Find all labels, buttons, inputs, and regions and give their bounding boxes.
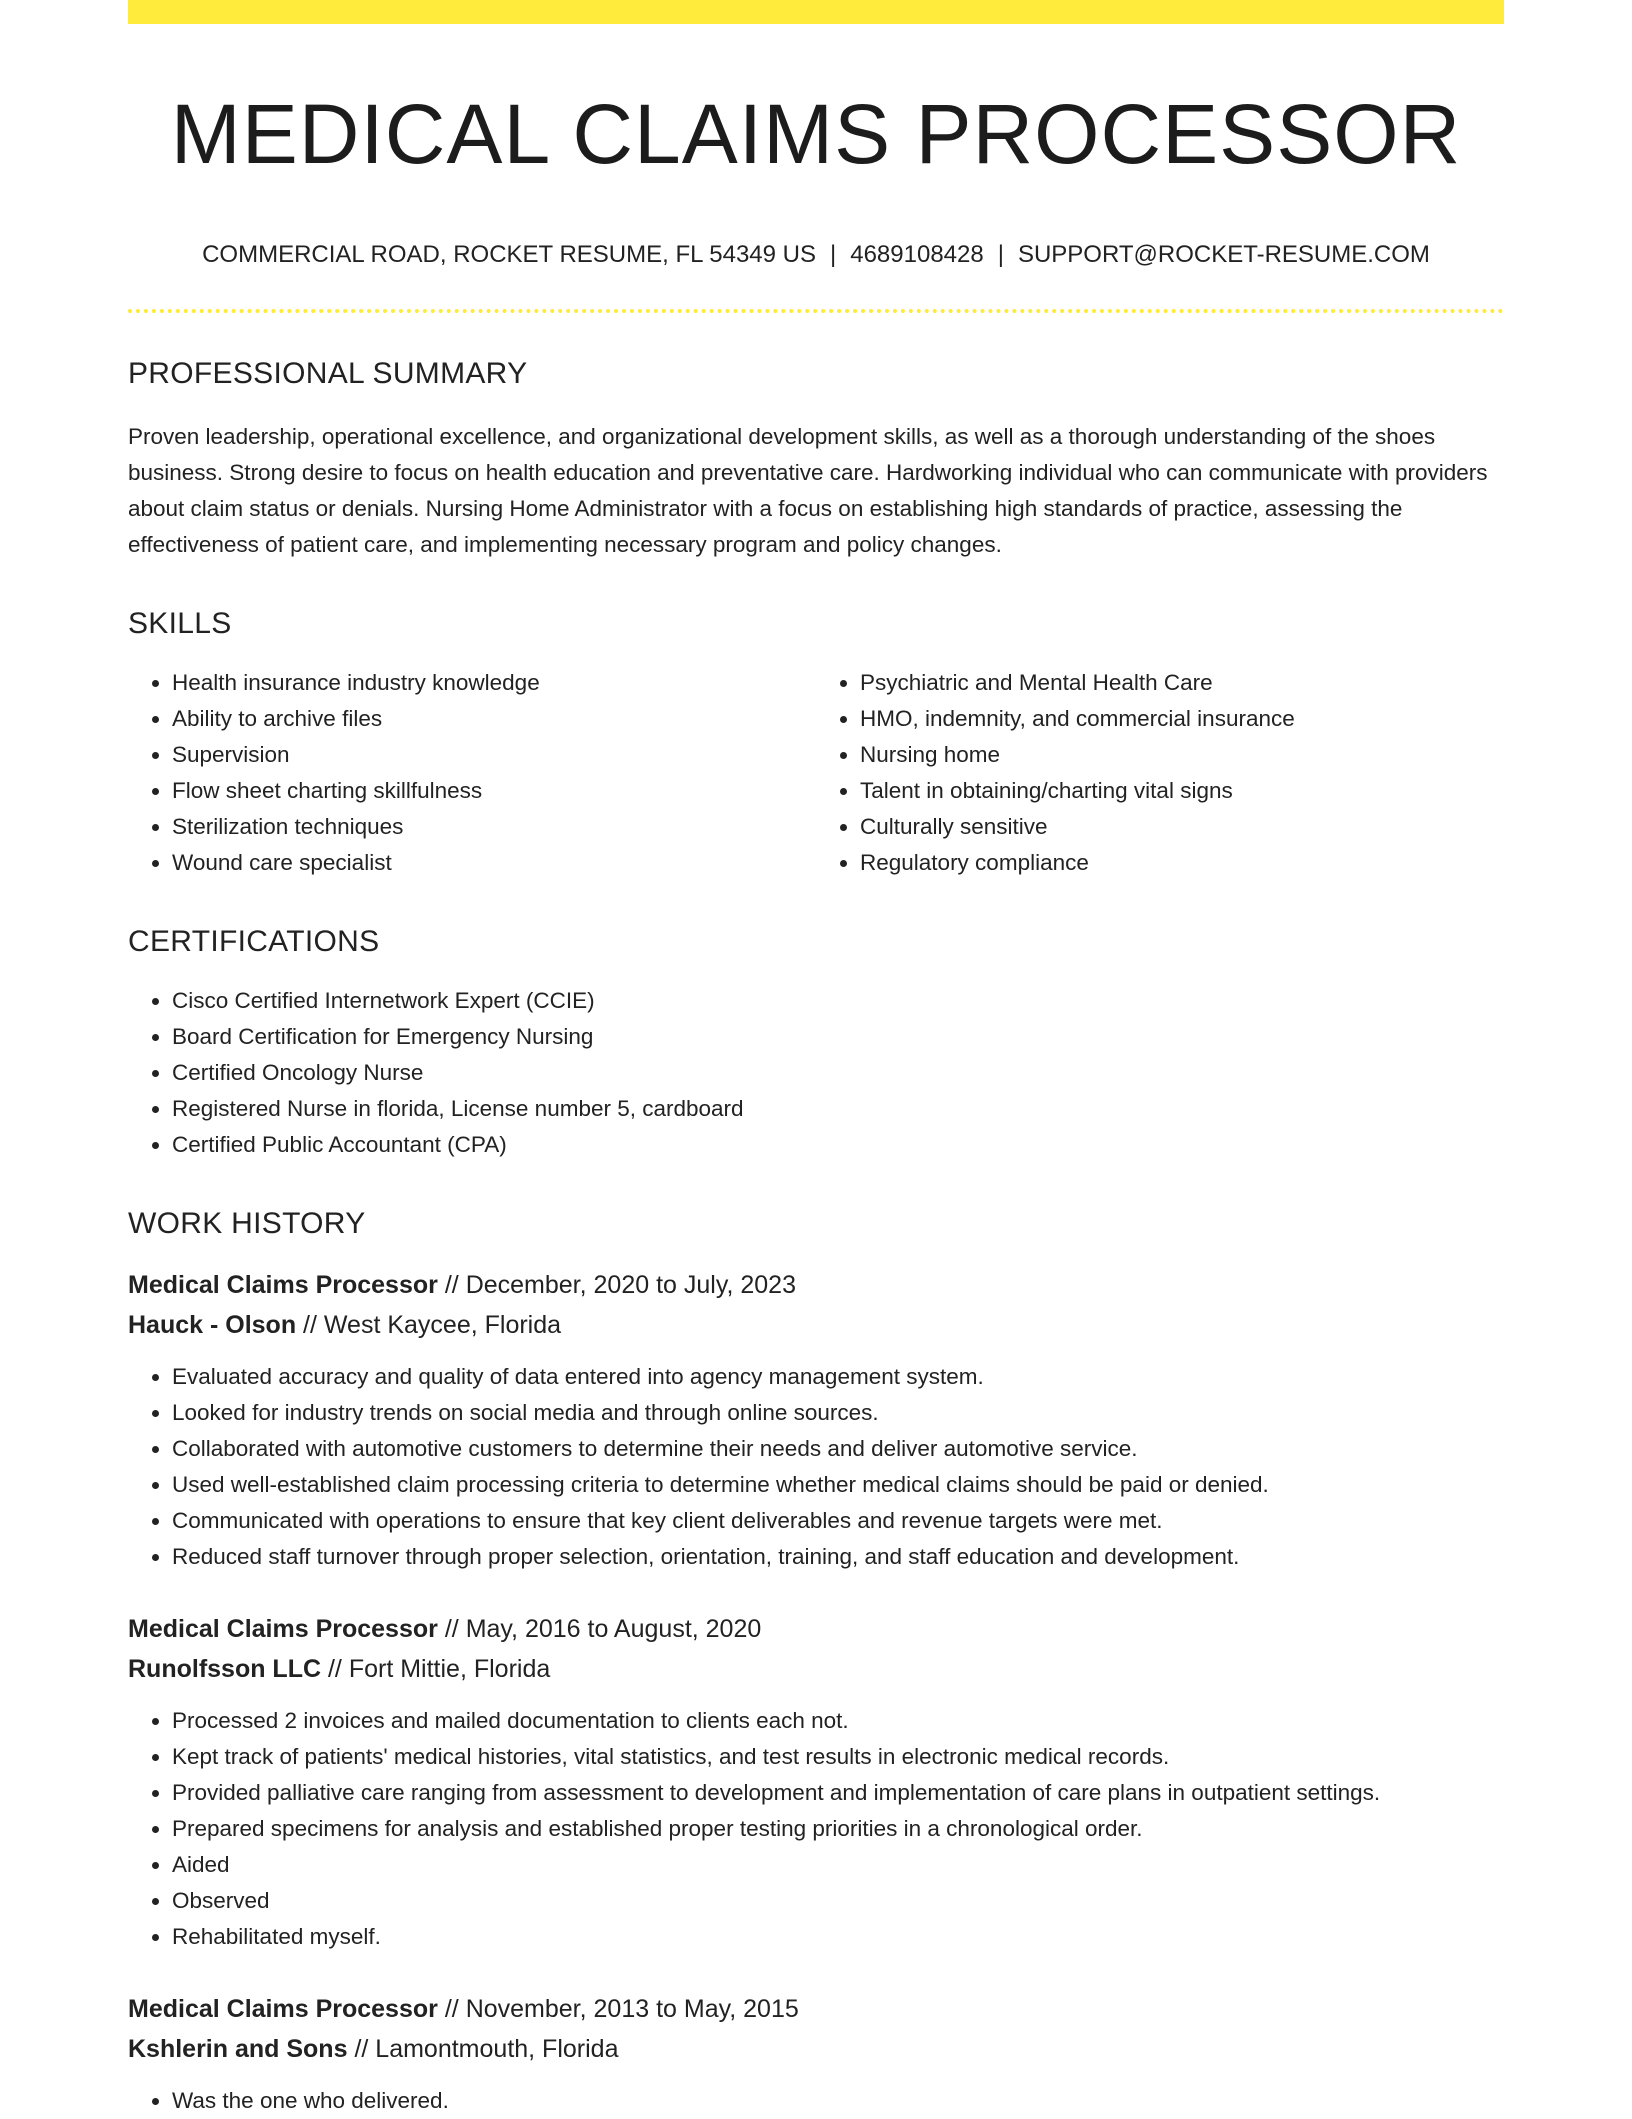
job-bullet: • Provided palliative care ranging from assessment to development and implementation of care plans in outpatient settings. bbox=[172, 1775, 1504, 1811]
delimiter: // bbox=[444, 1994, 459, 2023]
certification-item: • Registered Nurse in florida, License number 5, cardboard bbox=[172, 1091, 1504, 1127]
job-location: Fort Mittie, Florida bbox=[348, 1654, 551, 1683]
skill-item: • Sterilization techniques bbox=[172, 809, 816, 845]
section-heading-skills: SKILLS bbox=[128, 606, 232, 640]
job-dates: December, 2020 to July, 2023 bbox=[465, 1270, 796, 1299]
skills-list-right bbox=[816, 665, 1504, 881]
job-bullets bbox=[128, 2083, 1504, 2119]
job-title-line bbox=[128, 1609, 1504, 1649]
job-entry bbox=[128, 1265, 1504, 1575]
job-bullet: • Used well-established claim processing criteria to determine whether medical claims should be paid or denied. bbox=[172, 1467, 1504, 1503]
certifications-list bbox=[128, 983, 1504, 1163]
job-title-line bbox=[128, 1265, 1504, 1305]
job-location: Lamontmouth, Florida bbox=[375, 2034, 619, 2063]
job-title: Medical Claims Processor bbox=[128, 1270, 438, 1299]
delimiter: // bbox=[354, 2034, 369, 2063]
skill-item: • Psychiatric and Mental Health Care bbox=[860, 665, 1504, 701]
job-bullet: • Reduced staff turnover through proper selection, orientation, training, and staff education and development. bbox=[172, 1539, 1504, 1575]
job-dates: November, 2013 to May, 2015 bbox=[465, 1994, 799, 2023]
job-company: Kshlerin and Sons bbox=[128, 2034, 348, 2063]
job-title: Medical Claims Processor bbox=[128, 1614, 438, 1643]
job-dates: May, 2016 to August, 2020 bbox=[465, 1614, 762, 1643]
job-bullet: • Observed bbox=[172, 1883, 1504, 1919]
accent-top-bar bbox=[128, 0, 1504, 24]
certifications-section bbox=[128, 925, 1504, 1163]
job-bullet: • Kept track of patients' medical histories, vital statistics, and test results in electronic medical records. bbox=[172, 1739, 1504, 1775]
skill-item: • Ability to archive files bbox=[172, 701, 816, 737]
job-title: Medical Claims Processor bbox=[128, 1994, 438, 2023]
job-bullets bbox=[128, 1703, 1504, 1955]
job-title-line bbox=[128, 1989, 1504, 2029]
skills-columns bbox=[128, 665, 1504, 881]
job-bullet: • Collaborated with automotive customers to determine their needs and deliver automotive service. bbox=[172, 1431, 1504, 1467]
contact-separator: | bbox=[997, 240, 1004, 268]
skill-item: • Supervision bbox=[172, 737, 816, 773]
delimiter: // bbox=[327, 1654, 342, 1683]
contact-phone: 4689108428 bbox=[850, 240, 984, 268]
job-company-line bbox=[128, 1649, 1504, 1689]
job-bullets bbox=[128, 1359, 1504, 1575]
job-bullet: • Looked for industry trends on social media and through online sources. bbox=[172, 1395, 1504, 1431]
job-company-line bbox=[128, 1305, 1504, 1345]
skill-item: • Nursing home bbox=[860, 737, 1504, 773]
job-location: West Kaycee, Florida bbox=[323, 1310, 562, 1339]
skill-item: • Wound care specialist bbox=[172, 845, 816, 881]
job-entry bbox=[128, 1989, 1504, 2119]
resume-title: MEDICAL CLAIMS PROCESSOR bbox=[170, 87, 1462, 181]
skills-list-left bbox=[128, 665, 816, 881]
job-bullet: • Was the one who delivered. bbox=[172, 2083, 1504, 2119]
skill-item: • Culturally sensitive bbox=[860, 809, 1504, 845]
skills-section bbox=[128, 607, 1504, 881]
section-heading-work-history: WORK HISTORY bbox=[128, 1206, 366, 1240]
section-heading-certifications: CERTIFICATIONS bbox=[128, 924, 380, 958]
skill-item: • Health insurance industry knowledge bbox=[172, 665, 816, 701]
job-company: Runolfsson LLC bbox=[128, 1654, 322, 1683]
contact-address: COMMERCIAL ROAD, ROCKET RESUME, FL 54349 US bbox=[202, 240, 816, 268]
job-bullet: • Processed 2 invoices and mailed documentation to clients each not. bbox=[172, 1703, 1504, 1739]
resume-page bbox=[128, 0, 1504, 2119]
job-bullet: • Communicated with operations to ensure that key client deliverables and revenue targets were met. bbox=[172, 1503, 1504, 1539]
job-company: Hauck - Olson bbox=[128, 1310, 297, 1339]
skill-item: • Regulatory compliance bbox=[860, 845, 1504, 881]
dotted-divider bbox=[128, 309, 1504, 313]
contact-separator: | bbox=[830, 240, 837, 268]
delimiter: // bbox=[303, 1310, 317, 1339]
delimiter: // bbox=[444, 1614, 459, 1643]
delimiter: // bbox=[444, 1270, 459, 1299]
job-entry bbox=[128, 1609, 1504, 1955]
contact-email: SUPPORT@ROCKET-RESUME.COM bbox=[1017, 240, 1430, 268]
job-bullet: • Rehabilitated myself. bbox=[172, 1919, 1504, 1955]
certification-item: • Board Certification for Emergency Nursing bbox=[172, 1019, 1504, 1055]
skill-item: • Flow sheet charting skillfulness bbox=[172, 773, 816, 809]
job-bullet: • Prepared specimens for analysis and established proper testing priorities in a chronological order. bbox=[172, 1811, 1504, 1847]
professional-summary-section bbox=[128, 357, 1504, 563]
job-bullet: • Aided bbox=[172, 1847, 1504, 1883]
work-history-section bbox=[128, 1207, 1504, 2119]
summary-text: Proven leadership, operational excellence, and organizational development skills, as well as a thorough understanding of the shoes business. Strong desire to focus on health education and preventative care. Hardworking individual who can communicate with providers about claim status or denials. Nursing Home Administrator with a focus on establishing high standards of practice, assessing the effectiveness of patient care, and implementing necessary program and policy changes. bbox=[128, 423, 1488, 557]
certification-item: • Certified Public Accountant (CPA) bbox=[172, 1127, 1504, 1163]
skill-item: • Talent in obtaining/charting vital signs bbox=[860, 773, 1504, 809]
certification-item: • Cisco Certified Internetwork Expert (CCIE) bbox=[172, 983, 1504, 1019]
job-bullet: • Evaluated accuracy and quality of data entered into agency management system. bbox=[172, 1359, 1504, 1395]
job-company-line bbox=[128, 2029, 1504, 2069]
section-heading-summary: PROFESSIONAL SUMMARY bbox=[128, 356, 528, 390]
skill-item: • HMO, indemnity, and commercial insurance bbox=[860, 701, 1504, 737]
contact-line bbox=[128, 241, 1504, 269]
certification-item: • Certified Oncology Nurse bbox=[172, 1055, 1504, 1091]
